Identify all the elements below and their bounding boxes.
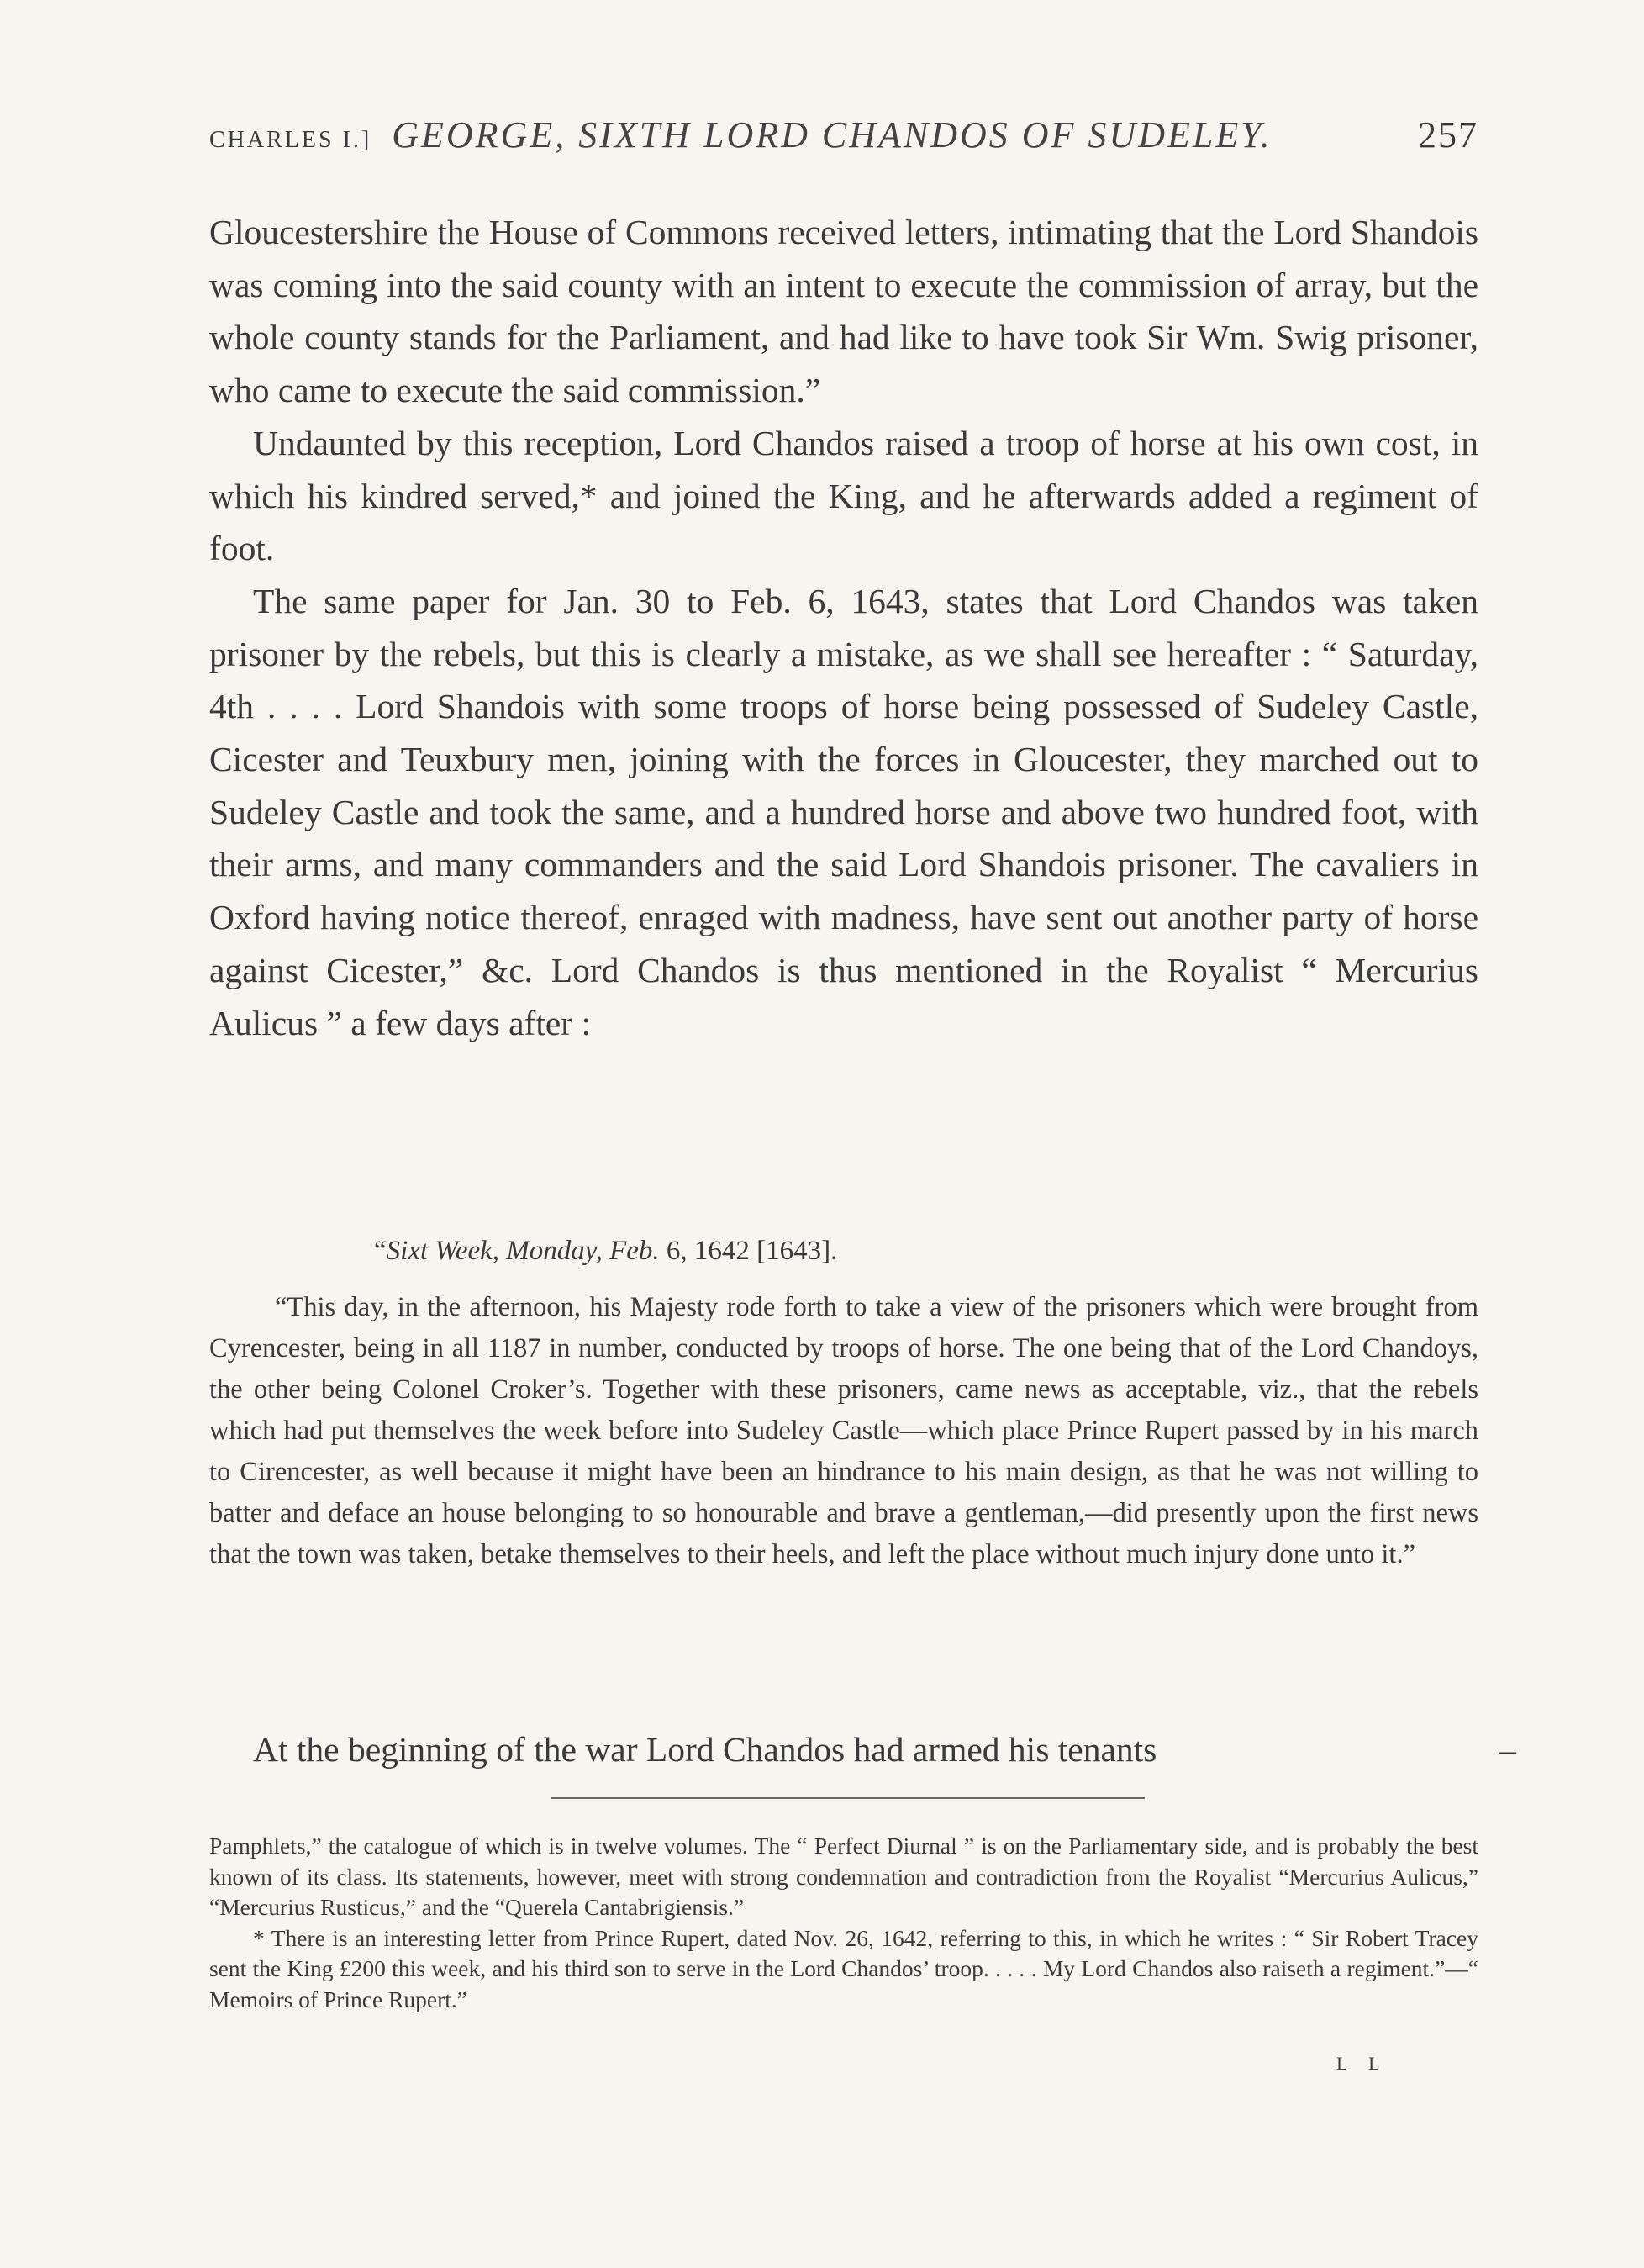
catchline-text: At the beginning of the war Lord Chandos had armed his tenants <box>253 1730 1157 1769</box>
footnote-rule <box>551 1797 1145 1799</box>
signature-mark: L L <box>1336 2053 1388 2074</box>
footnote-continuation: Pamphlets,” the catalogue of which is in twelve volumes. The “ Perfect Diurnal ” is on the Parliamentary side, and is probably the best known of its class. Its statements, however, meet with strong condemnation and contradiction from the Royalist “Mercurius Aulicus,” “Mercurius Rusticus,” and the “Querela Cantabrigiensis.” <box>209 1833 1478 1920</box>
catchline-dash: – <box>1499 1730 1516 1769</box>
running-head-reign: CHARLES I.] <box>209 127 372 153</box>
quote-heading-open: “ <box>374 1236 387 1266</box>
page-number: 257 <box>1418 114 1478 156</box>
quote-heading-italic: Sixt Week, Monday, Feb. <box>386 1236 660 1266</box>
quote-heading <box>374 1236 837 1267</box>
quote-heading-date: 6, 1642 [1643]. <box>659 1236 838 1266</box>
paragraph: The same paper for Jan. 30 to Feb. 6, 1643, states that Lord Chandos was taken prisoner by the rebels, but this is clearly a mistake, as we shall see hereafter : “ Saturday, 4th . . . . Lord Shandois with some troops of horse being possessed of Sudeley Castle, Cicester and Teuxbury men, joining with the forces in Gloucester, they marched out to Sudeley Castle and took the same, and a hundred horse and above two hundred foot, with their arms, and many commanders and the said Lord Shandois prisoner. The cavaliers in Oxford having notice thereof, enraged with madness, have sent out another party of horse against Cicester,” &c. Lord Chandos is thus mentioned in the Royalist “ Mercurius Aulicus ” a few days after : <box>209 581 1478 1042</box>
block-quote-text: “This day, in the afternoon, his Majesty rode forth to take a view of the prisoners which were brought from Cyrencester, being in all 1187 in number, conducted by troops of horse. The one being that of the Lord Chandoys, the other being Colonel Croker’s. Together with these prisoners, came news as acceptable, viz., that the rebels which had put themselves the week before into Sudeley Castle—which place Prince Rupert passed by in his march to Cirencester, as well because it might have been an hindrance to his main design, as that he was not willing to batter and deface an house belonging to so honourable and brave a gentleman,—did presently upon the first news that the town was taken, betake themselves to their heels, and left the place without much injury done unto it.” <box>209 1292 1478 1569</box>
paragraph: Undaunted by this reception, Lord Chandos raised a troop of horse at his own cost, in which his kindred served,* and joined the King, and he afterwards added a regiment of foot. <box>209 423 1478 568</box>
running-head-title: GEORGE, SIXTH LORD CHANDOS OF SUDELEY. <box>392 114 1273 156</box>
main-text <box>209 206 1478 1049</box>
catchline <box>209 1723 1516 1775</box>
footnote-star: * There is an interesting letter from Prince Rupert, dated Nov. 26, 1642, referring to this, in which he writes : “ Sir Robert Tracey sent the King £200 this week, and his third son to serve in the Lord Chandos’ troop. . . . . My Lord Chandos also raiseth a regiment.”—“ Memoirs of Prince Rupert.” <box>209 1924 1478 2012</box>
paragraph-continued: Gloucestershire the House of Commons received letters, intimating that the Lord Shandois was coming into the said county with an intent to execute the commission of array, but the whole county stands for the Parliament, and had like to have took Sir Wm. Swig prisoner, who came to execute the said commission.” <box>209 213 1478 410</box>
running-head <box>209 113 1478 164</box>
footnotes <box>209 1831 1478 2015</box>
block-quote <box>209 1287 1478 1575</box>
